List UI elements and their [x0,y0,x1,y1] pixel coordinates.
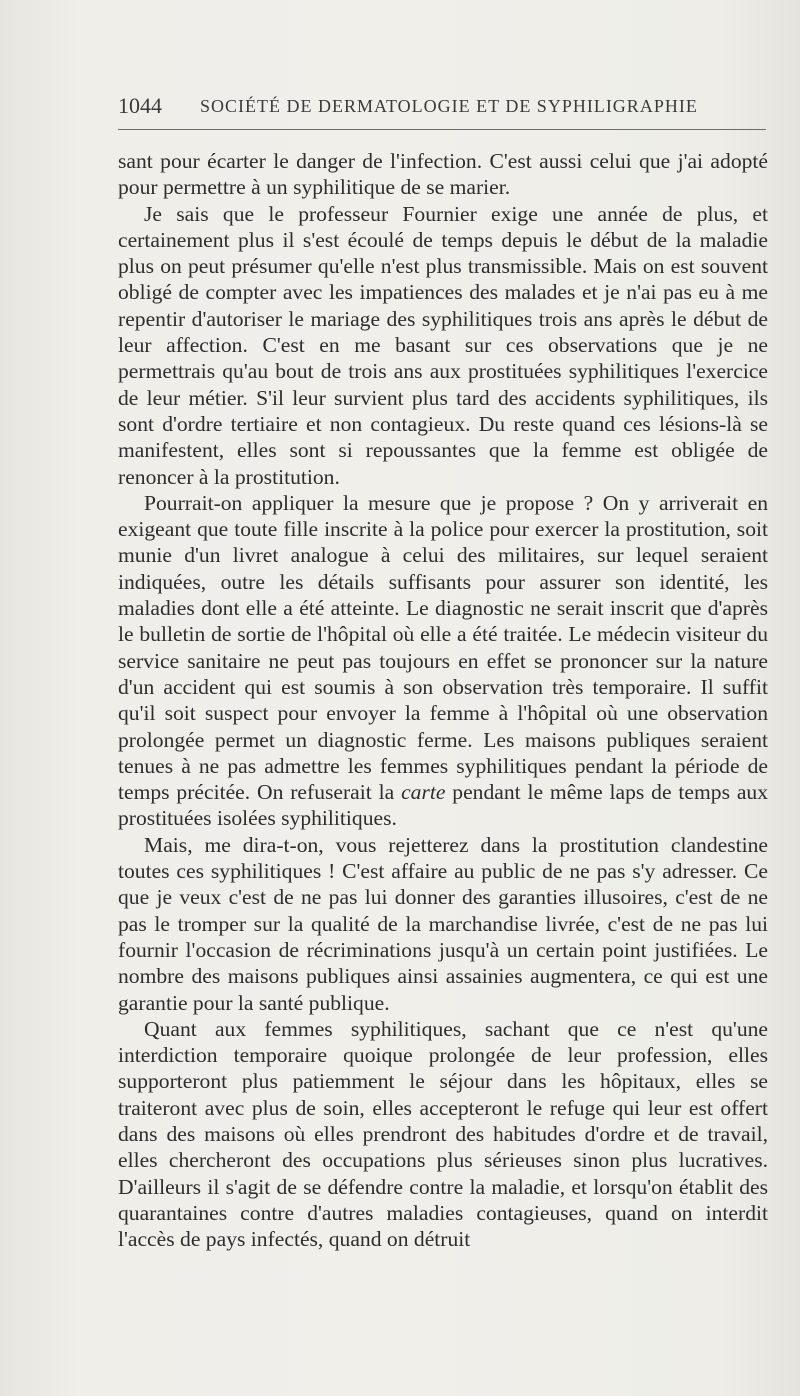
paragraph [118,490,768,832]
paragraph-text: pendant le même laps de temps aux prostituées isolées syphilitiques. [118,780,769,831]
paragraph-continued: sant pour écarter le danger de l'infection. C'est aussi celui que j'ai adopté pour permettre à un syphilitique de se marier. [118,149,768,200]
page-header [118,93,768,123]
paragraph: Quant aux femmes syphilitiques, sachant que ce n'est qu'une interdiction temporaire quoique prolongée de leur profession, elles supporteront plus patiemment le séjour dans les hôpitaux, elles se traiteront avec plus de soin, elles accepteront le refuge qui leur est offert dans des maisons où elles prendront des habitudes d'ordre et de travail, elles chercheront des occupations plus sérieuses sinon plus lucratives. D'ailleurs il s'agit de se défendre contre la maladie, et lorsqu'on établit des quarantaines contre d'autres maladies contagieuses, quand on interdit l'accès de pays infectés, quand on détruit [118,1016,768,1252]
paragraph: Mais, me dira-t-on, vous rejetterez dans la prostitution clandestine toutes ces syphilitiques ! C'est affaire au public de ne pas s'y adresser. Ce que je veux c'est de ne pas lui donner des garanties illusoires, c'est de ne pas le tromper sur la qualité de la marchandise livrée, c'est de ne pas lui fournir l'occasion de récriminations jusqu'à un certain point justifiées. Le nombre des maisons publiques ainsi assainies augmentera, ce qui est une garantie pour la santé publique. [118,832,768,1015]
paragraph-text: Pourrait-on appliquer la mesure que je propose ? On y arriverait en exigeant que toute fille inscrite à la police pour exercer la prostitution, soit munie d'un livret analogue à celui des militaires, sur lequel seraient indiquées, outre les détails suffisants pour assurer son identité, les maladies dont elle a été atteinte. Le diagnostic ne serait inscrit que d'après le bulletin de sortie de l'hôpital où elle a été traitée. Le médecin visiteur du service sanitaire ne peut pas toujours en effet se prononcer sur la nature d'un accident qui est soumis à son observation très temporaire. Il suffit qu'il soit suspect pour envoyer la femme à l'hôpital où une observation prolongée permet un diagnostic ferme. Les maisons publiques seraient tenues à ne pas admettre les femmes syphilitiques pendant la période de temps précitée. On refuserait la [118,490,768,805]
running-title: SOCIÉTÉ DE DERMATOLOGIE ET DE SYPHILIGRAPHIE [200,96,698,116]
paragraph: Je sais que le professeur Fournier exige une année de plus, et certainement plus il s'est écoulé de temps depuis le début de la maladie plus on peut présumer qu'elle n'est plus transmissible. Mais on est souvent obligé de compter avec les impatiences des malades et je n'ai pas eu à me repentir d'autoriser le mariage des syphilitiques trois ans après le début de leur affection. C'est en me basant sur ces observations que je ne permettrais qu'au bout de trois ans aux prostituées syphilitiques l'exercice de leur métier. S'il leur survient plus tard des accidents syphilitiques, ils sont d'ordre tertiaire et non contagieux. Du reste quand ces lésions-là se manifestent, elles sont si repoussantes que la femme est obligée de renoncer à la prostitution. [118,201,768,489]
header-rule [118,129,766,130]
italic-term: carte [401,780,446,805]
body-text [118,148,768,1252]
page-number: 1044 [118,93,162,118]
